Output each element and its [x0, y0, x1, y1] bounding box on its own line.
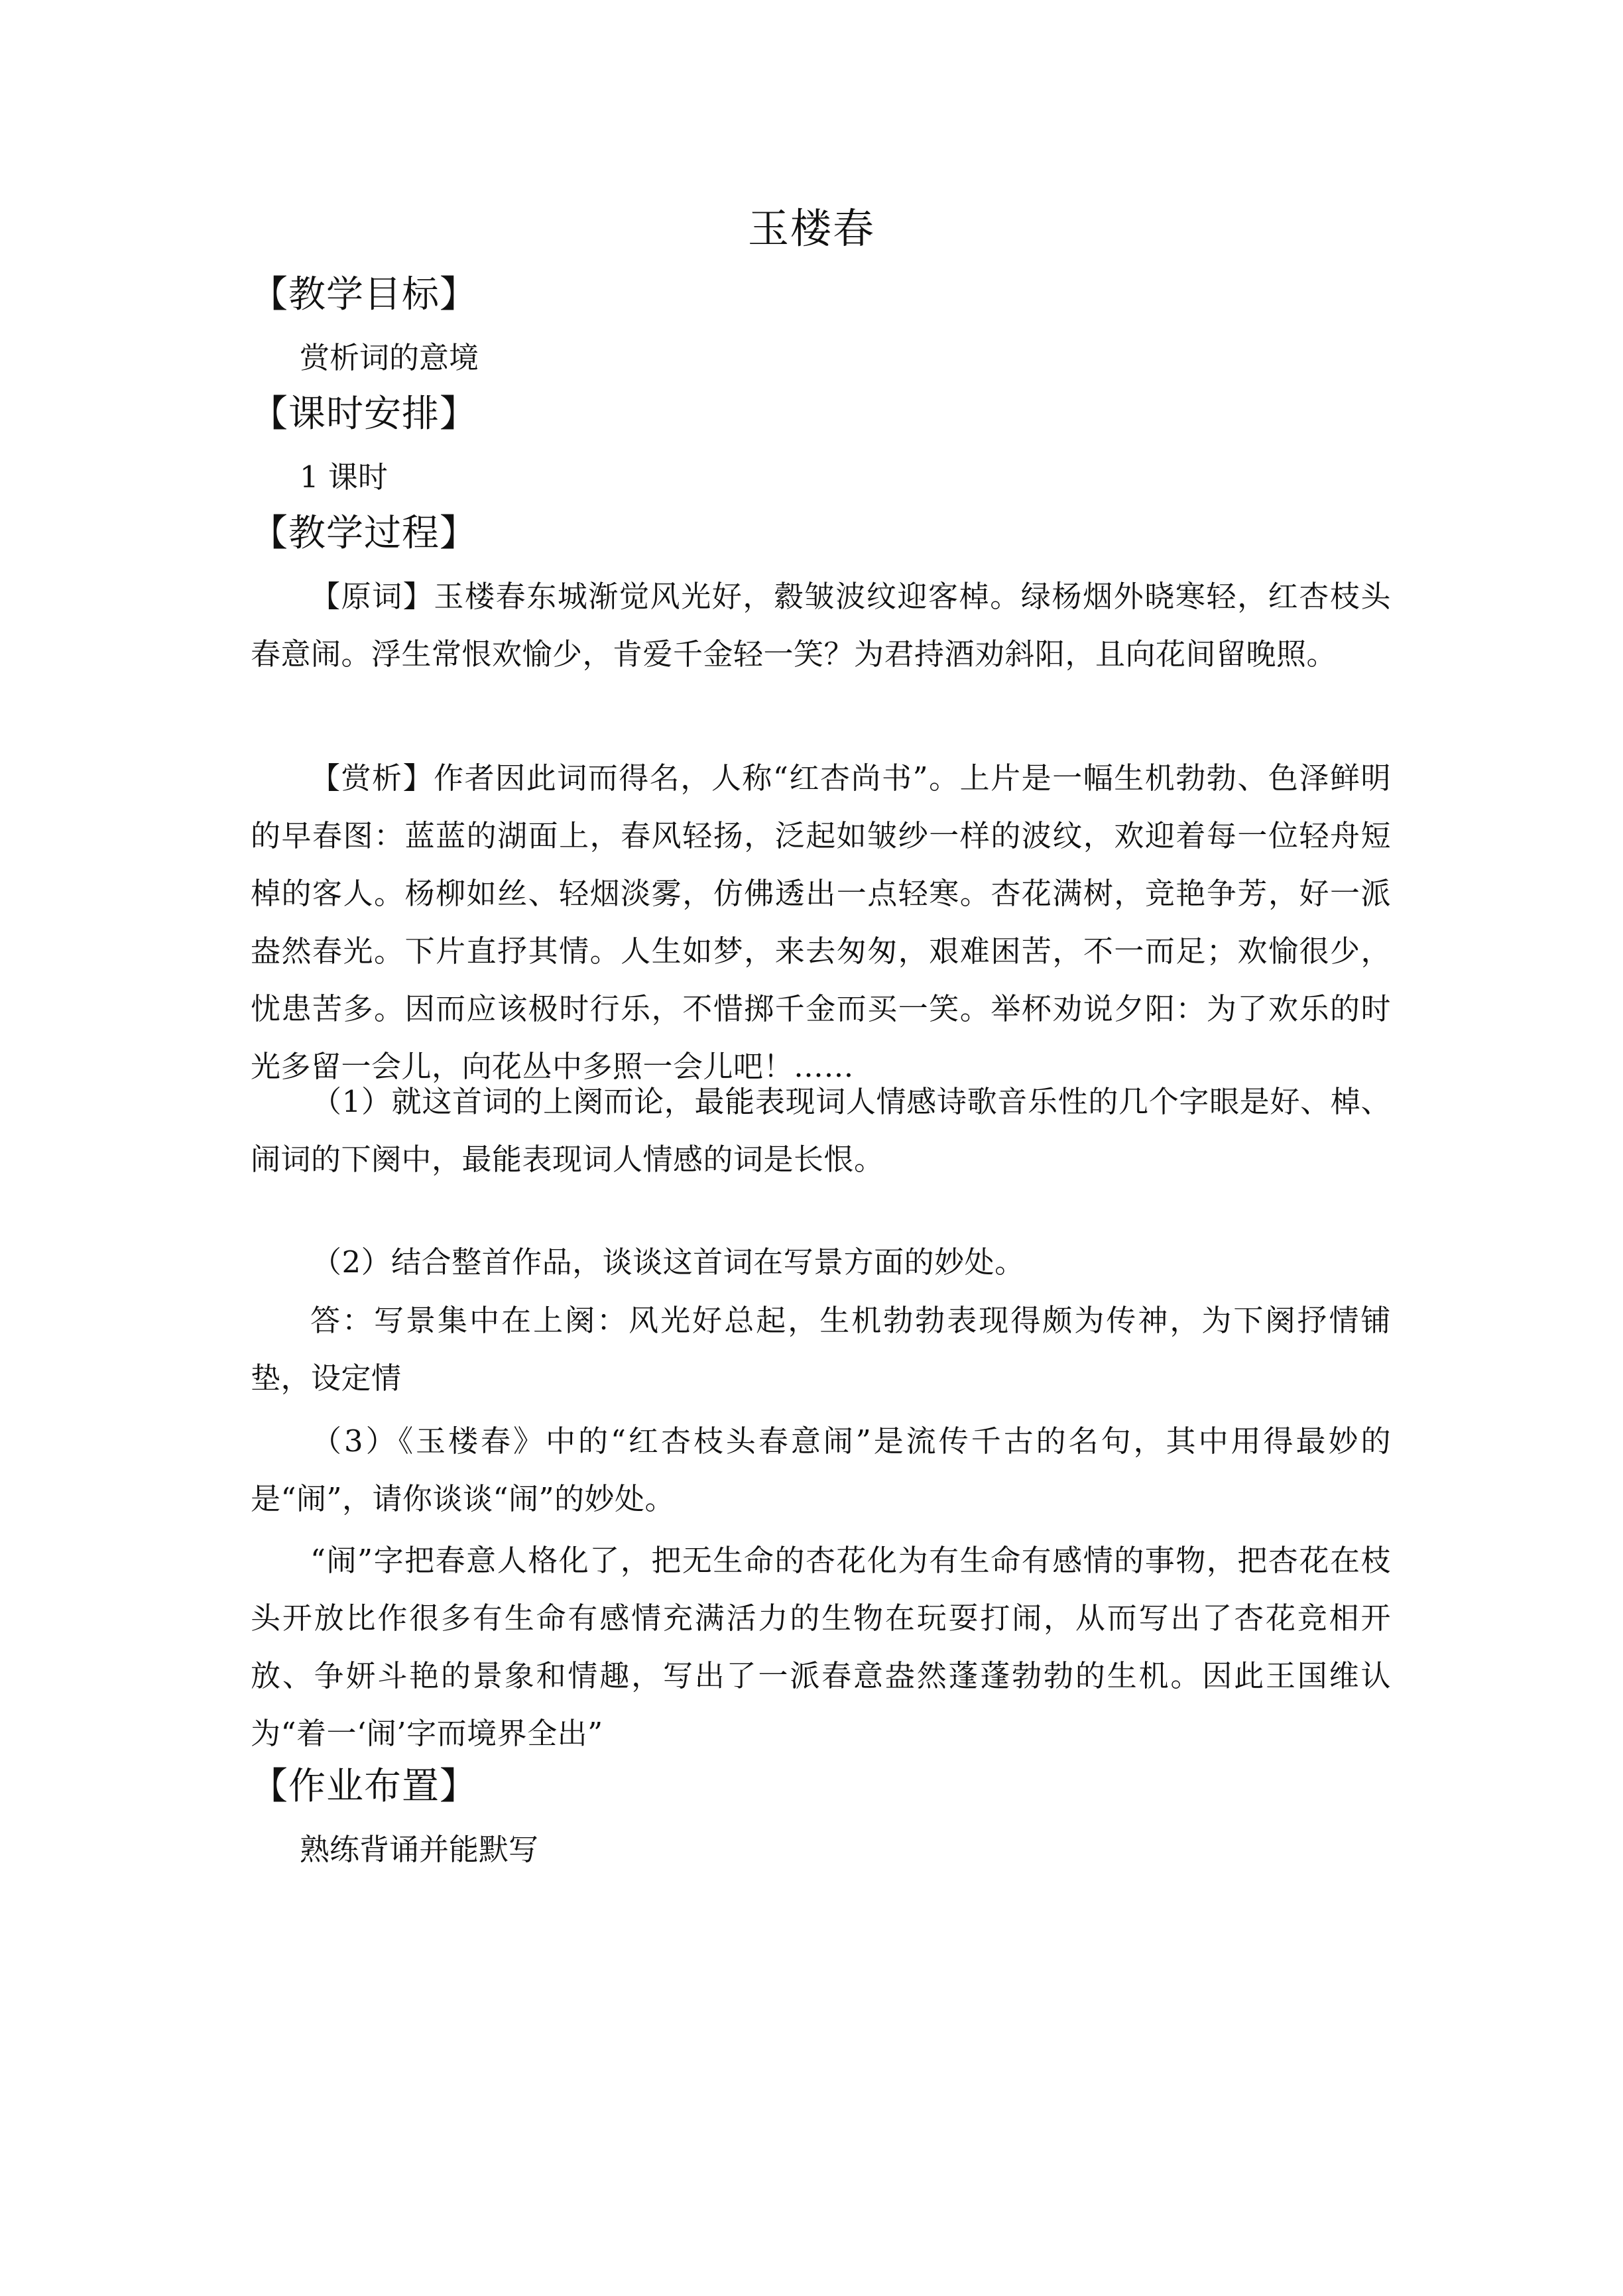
teaching-goal-text: 赏析词的意境	[300, 340, 479, 375]
question-2-paragraph: （2）结合整首作品，谈谈这首词在写景方面的妙处。	[312, 1244, 1025, 1280]
heading-homework: 【作业布置】	[251, 1765, 477, 1808]
answer-2-paragraph: 答：写景集中在上阕：风光好总起，生机勃勃表现得颇为传神，为下阕抒情铺垫，设定情	[251, 1303, 1391, 1396]
class-schedule-text: 1 课时	[300, 459, 388, 495]
original-poem-paragraph: 【原词】玉楼春东城渐觉风光好，縠皱波纹迎客棹。绿杨烟外晓寒轻，红杏枝头春意闹。浮生常恨欢愉少，肯爱千金轻一笑？为君持酒劝斜阳，且向花间留晚照。	[251, 579, 1391, 672]
answer-3-paragraph: “闹”字把春意人格化了，把无生命的杏花化为有生命有感情的事物，把杏花在枝头开放比作很多有生命有感情充满活力的生物在玩耍打闹，从而写出了杏花竞相开放、争妍斗艳的景象和情趣，写出了一派春意盎然蓬蓬勃勃的生机。因此王国维认为“着一‘闹’字而境界全出”	[251, 1543, 1391, 1751]
question-1-paragraph: （1）就这首词的上阕而论，最能表现词人情感诗歌音乐性的几个字眼是好、棹、闹词的下阕中，最能表现词人情感的词是长恨。	[251, 1084, 1391, 1177]
heading-class-schedule: 【课时安排】	[251, 393, 477, 436]
heading-teaching-goal: 【教学目标】	[251, 273, 477, 316]
analysis-paragraph: 【赏析】作者因此词而得名，人称“红杏尚书”。上片是一幅生机勃勃、色泽鲜明的早春图：蓝蓝的湖面上，春风轻扬，泛起如皱纱一样的波纹，欢迎着每一位轻舟短棹的客人。杨柳如丝、轻烟淡雾，仿佛透出一点轻寒。杏花满树，竞艳争芳，好一派盎然春光。下片直抒其情。人生如梦，来去匆匆，艰难困苦，不一而足；欢愉很少，忧患苦多。因而应该极时行乐，不惜掷千金而买一笑。举杯劝说夕阳：为了欢乐的时光多留一会儿，向花丛中多照一会儿吧！……	[251, 760, 1391, 1084]
question-3-paragraph: （3）《玉楼春》中的“红杏枝头春意闹”是流传千古的名句，其中用得最妙的是“闹”，请你谈谈“闹”的妙处。	[251, 1423, 1391, 1516]
page-title: 玉楼春	[747, 204, 875, 253]
homework-text: 熟练背诵并能默写	[300, 1832, 539, 1867]
heading-teaching-process: 【教学过程】	[251, 512, 477, 555]
